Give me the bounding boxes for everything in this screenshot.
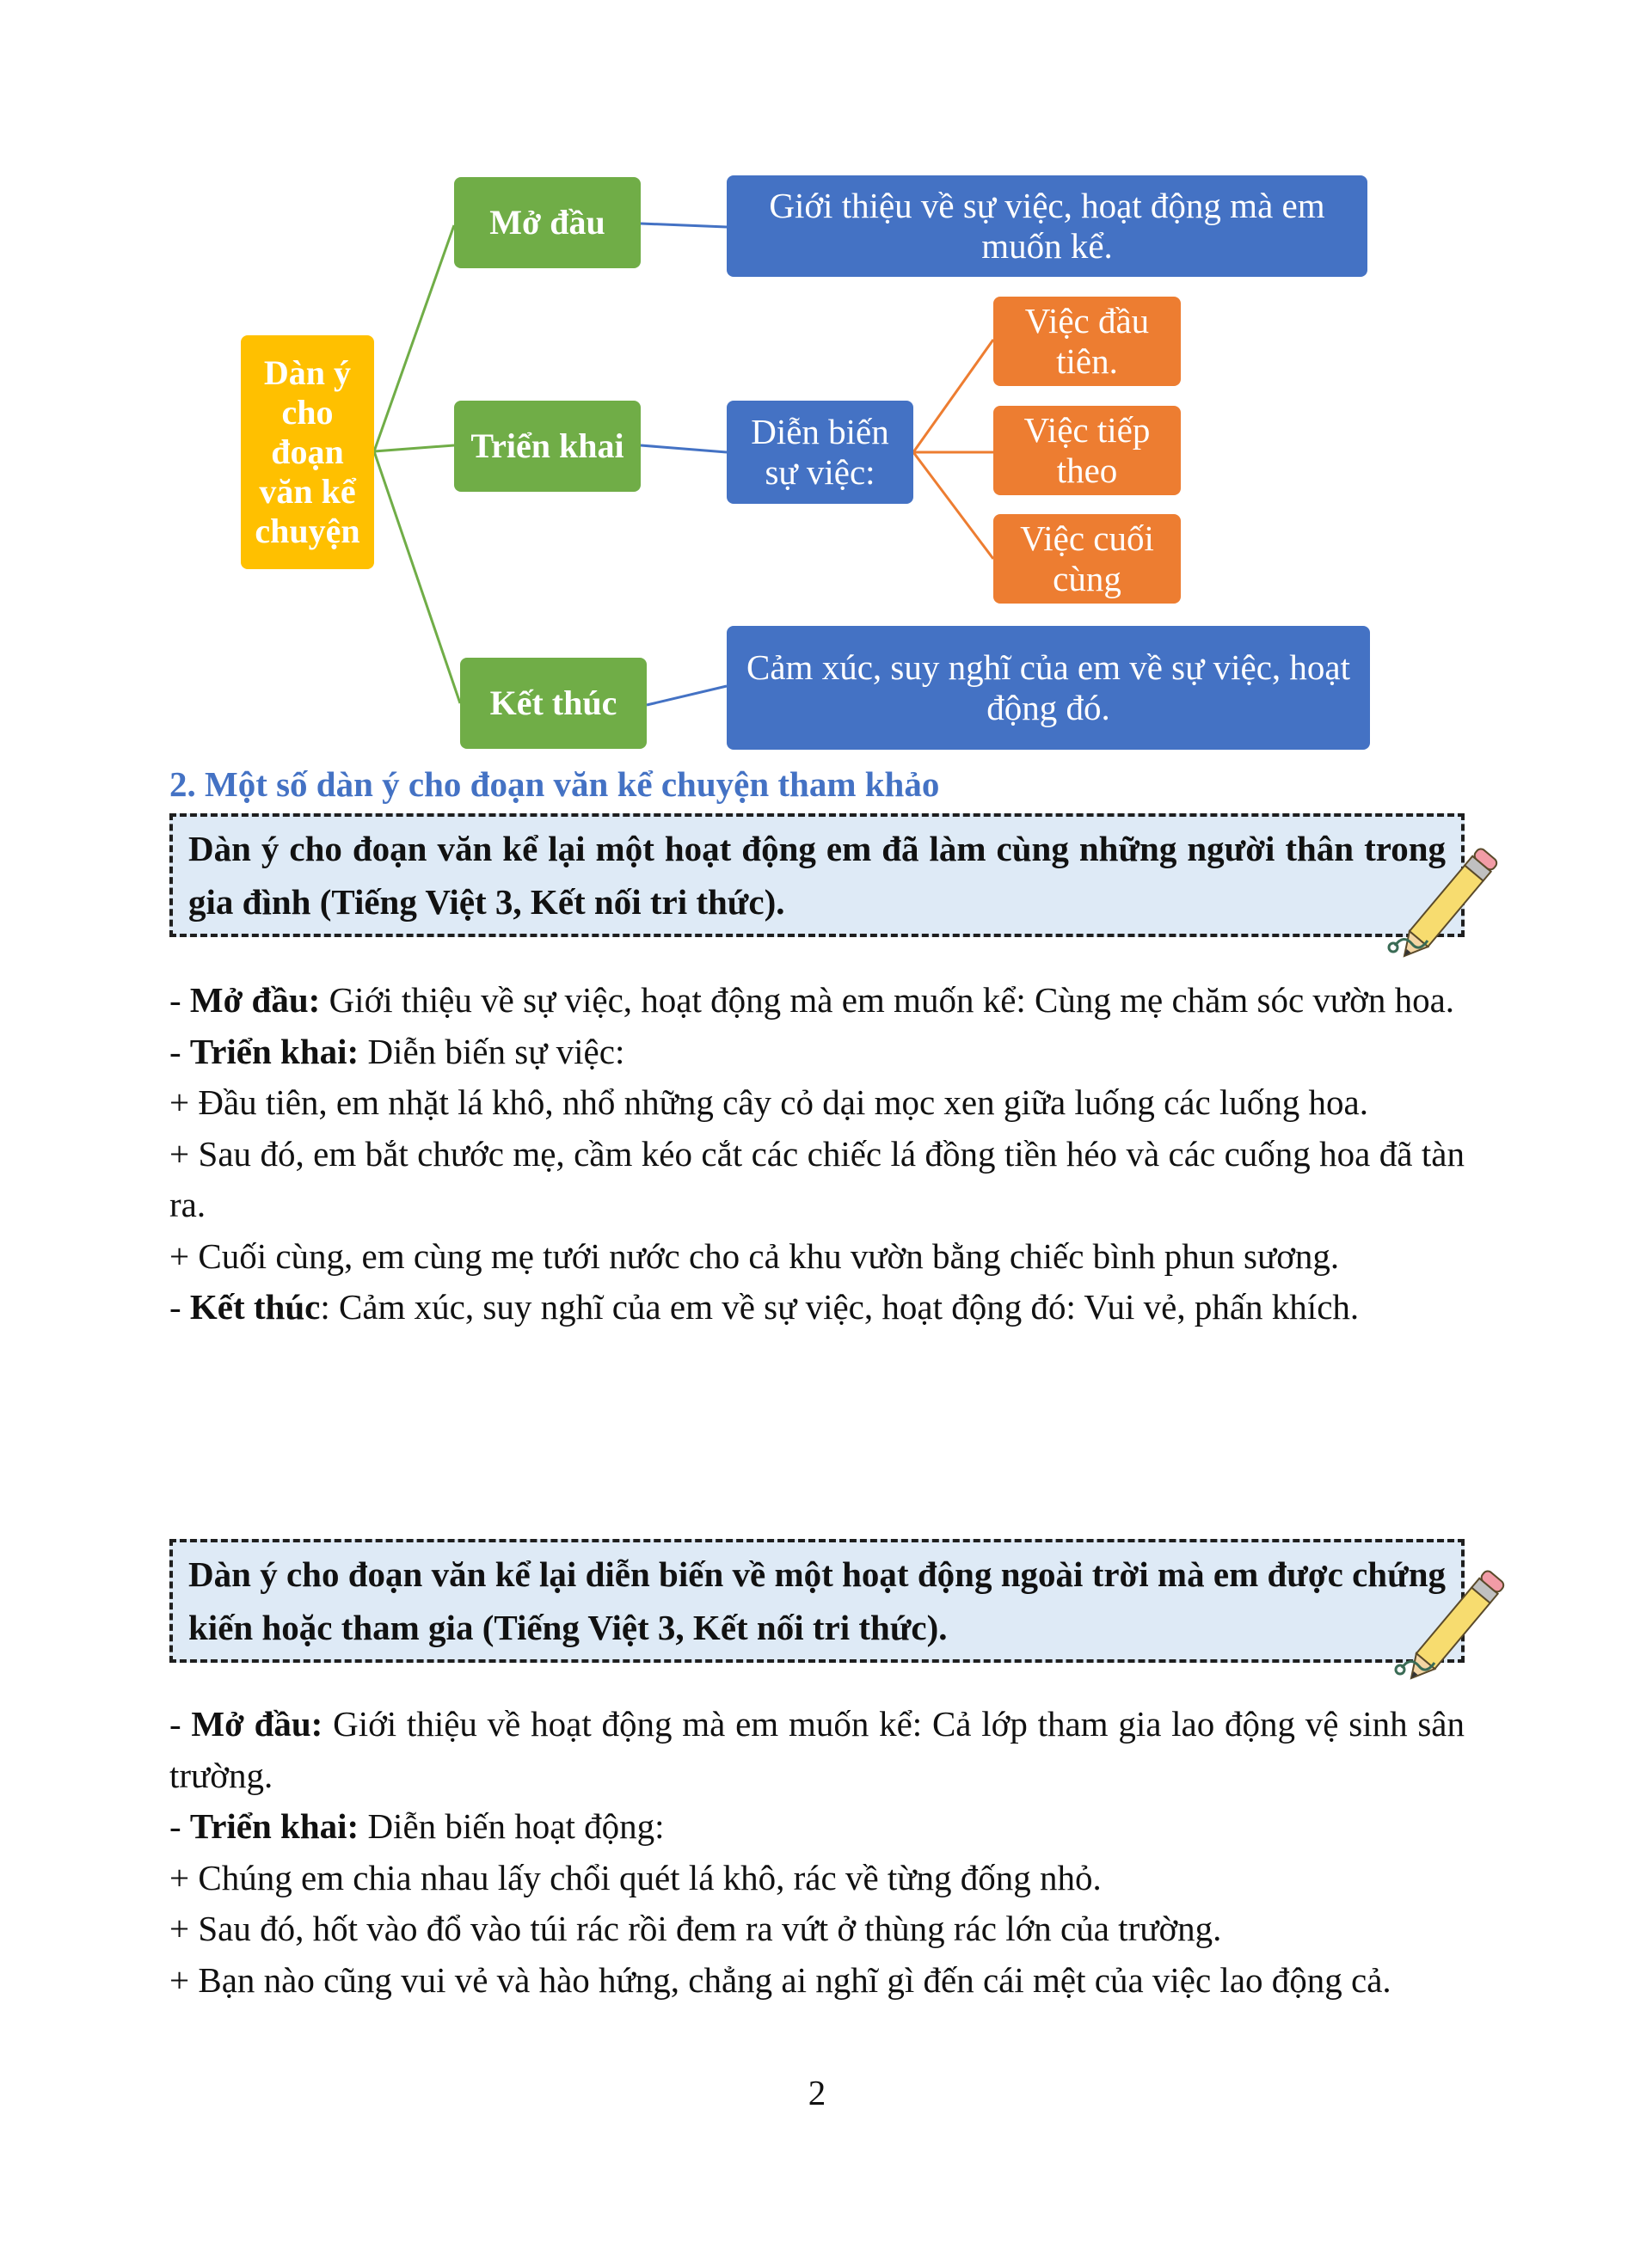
branch-label: Kết thúc: [489, 683, 617, 722]
step-text: Việc cuối cùng: [1020, 518, 1154, 598]
para-text: + Sau đó, hốt vào đổ vào túi rác rồi đem ra vứt ở thùng rác lớn của trường.: [169, 1909, 1222, 1948]
para-label: Triển khai:: [189, 1031, 359, 1071]
outline-title-box-2: [169, 1539, 1465, 1663]
connector-trienkhai-detail: [641, 445, 727, 452]
outline-paragraph: [169, 1129, 1465, 1231]
branch-label: Triển khai: [470, 426, 624, 465]
outline-paragraph: [169, 1955, 1465, 2007]
outline-paragraph: [169, 1077, 1465, 1129]
step-text: Việc tiếp theo: [1023, 409, 1151, 490]
connector-modau-detail: [641, 224, 727, 227]
para-text: + Sau đó, em bắt chước mẹ, cầm kéo cắt các chiếc lá đồng tiền héo và các cuống hoa đã tàn ra.: [169, 1133, 1465, 1224]
diagram-step-2: [993, 406, 1181, 495]
diagram-branch-trienkhai: [454, 401, 641, 492]
para-text: + Bạn nào cũng vui vẻ và hào hứng, chẳng ai nghĩ gì đến cái mệt của việc lao động cả.: [169, 1959, 1391, 2000]
outline-title-box-1: [169, 813, 1465, 937]
connector-root-modau: [374, 225, 454, 451]
para-text: Giới thiệu về hoạt động mà em muốn kể: Cả lớp tham gia lao động vệ sinh sân trường.: [169, 1704, 1465, 1795]
para-text: Diễn biến hoạt động:: [359, 1806, 665, 1846]
diagram-step-3: [993, 514, 1181, 604]
outline-paragraph: [169, 1282, 1465, 1333]
para-text: : Cảm xúc, suy nghĩ của em về sự việc, hoạt động đó: Vui vẻ, phấn khích.: [320, 1287, 1360, 1327]
outline-content-2: [169, 1699, 1465, 2006]
para-prefix: -: [169, 1806, 190, 1846]
para-label: Mở đầu:: [191, 1704, 323, 1744]
pencil-icon: [1385, 843, 1514, 959]
para-text: Giới thiệu về sự việc, hoạt động mà em muốn kể: Cùng mẹ chăm sóc vườn hoa.: [320, 980, 1455, 1020]
outline-content-1: [169, 975, 1465, 1333]
detail-text: Diễn biến sự việc:: [751, 411, 889, 492]
diagram-detail-trienkhai: [727, 401, 913, 504]
para-label: Mở đầu:: [189, 980, 321, 1020]
diagram-root-node: [241, 335, 374, 569]
diagram-detail-modau: [727, 175, 1367, 277]
outline-paragraph: [169, 975, 1465, 1027]
para-text: + Đầu tiên, em nhặt lá khô, nhổ những cây cỏ dại mọc xen giữa luống các luống hoa.: [169, 1082, 1368, 1122]
para-prefix: -: [169, 1704, 192, 1744]
outline-paragraph: [169, 1231, 1465, 1283]
outline-paragraph: [169, 1027, 1465, 1078]
section-heading: 2. Một số dàn ý cho đoạn văn kể chuyện tham khảo: [169, 764, 940, 804]
para-prefix: -: [169, 1031, 190, 1071]
detail-text: Cảm xúc, suy nghĩ của em về sự việc, hoạt động đó.: [746, 647, 1350, 727]
diagram-branch-ketthuc: [460, 658, 647, 749]
step-text: Việc đầu tiên.: [1024, 300, 1150, 381]
outline-title: Dàn ý cho đoạn văn kể lại một hoạt động em đã làm cùng những người thân trong gia đình (Tiếng Việt 3, Kết nối tri thức).: [188, 829, 1446, 922]
para-prefix: -: [169, 1287, 190, 1327]
connector-step-1: [913, 340, 993, 452]
connector-root-ketthuc: [374, 451, 460, 703]
para-text: + Cuối cùng, em cùng mẹ tưới nước cho cả khu vườn bằng chiếc bình phun sương.: [169, 1235, 1340, 1276]
outline-title: Dàn ý cho đoạn văn kể lại diễn biến về một hoạt động ngoài trời mà em được chứng kiến hoặc tham gia (Tiếng Việt 3, Kết nối tri thức).: [188, 1554, 1446, 1647]
diagram-root-label: Dàn ý cho đoạn văn kể chuyện: [255, 353, 360, 550]
diagram-step-1: [993, 297, 1181, 386]
outline-paragraph: [169, 1801, 1465, 1853]
diagram-branch-modau: [454, 177, 641, 268]
detail-text: Giới thiệu về sự việc, hoạt động mà em muốn kể.: [769, 185, 1325, 266]
connector-step-3: [913, 452, 993, 559]
para-label: Kết thúc: [189, 1287, 321, 1327]
outline-paragraph: [169, 1699, 1465, 1801]
connector-root-trienkhai: [374, 445, 454, 451]
outline-paragraph: [169, 1853, 1465, 1904]
para-prefix: -: [169, 980, 190, 1020]
page-number: 2: [808, 2073, 826, 2112]
outline-paragraph: [169, 1903, 1465, 1955]
connector-ketthuc-detail: [647, 686, 727, 705]
para-label: Triển khai:: [189, 1806, 359, 1846]
para-text: Diễn biến sự việc:: [359, 1031, 625, 1071]
pencil-icon: [1391, 1565, 1520, 1681]
branch-label: Mở đầu: [489, 203, 605, 242]
para-text: + Chúng em chia nhau lấy chổi quét lá khô, rác về từng đống nhỏ.: [169, 1857, 1102, 1897]
diagram-detail-ketthuc: [727, 626, 1370, 750]
